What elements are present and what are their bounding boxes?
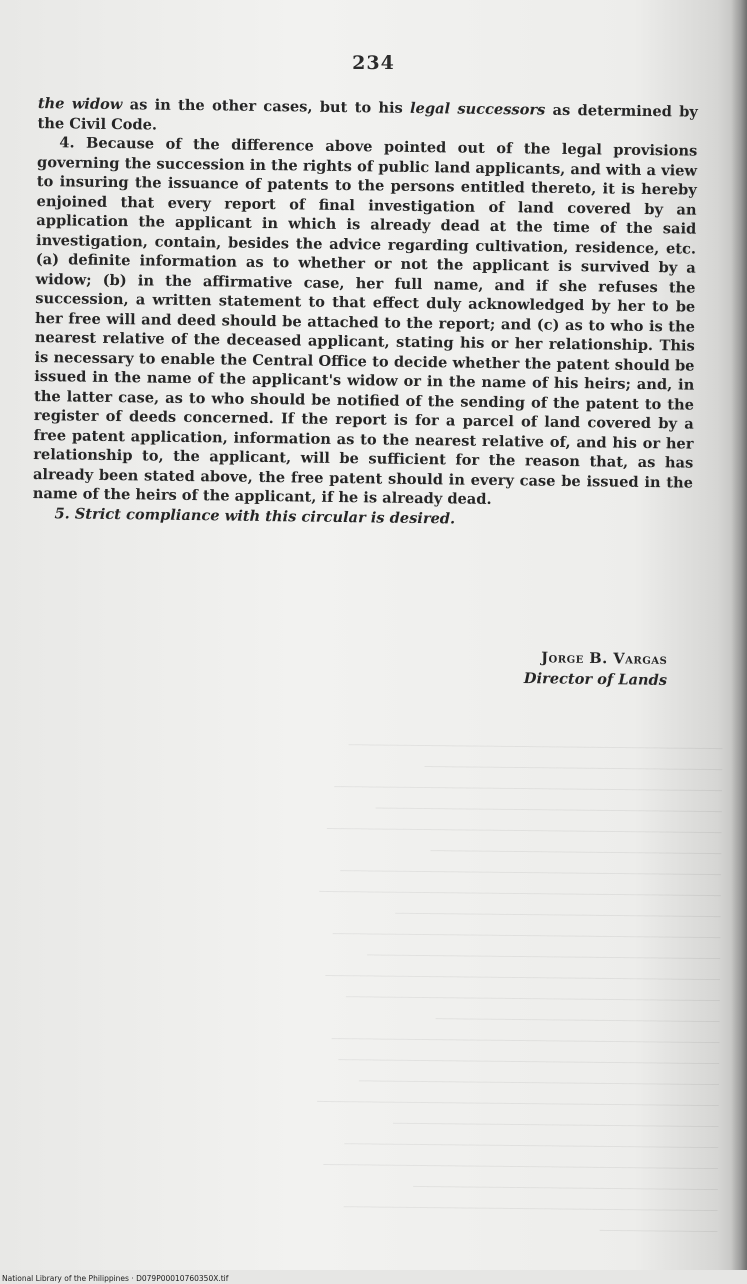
intro-middle: as in the other cases, but to his (122, 96, 411, 117)
bleed-through-texture: ────────────────────────────────────────────────────── ─────────────────────────────────────────── ──────────────────────────────────────────────────────── ────────────────────────────────────────────────── ───────────────────────────────────────────────────────── ────────────────────────────────────────── ─────────────────────────────────────────────────────── ────────────────────────────────────────────────────────── ─────────────────────────────────────────────── ──────────────────────────────────────────────────────── ─────────────────────────────────────────────────── ───────────────────────────────────────────────────────── ────────────────────────────────────────────────────── ───────────────────────────────────────── ──────────────────────────────────────────────────────── ─────────────────────────────────────────────────────── ──────────────────────────────────────────────────── ────────────────────────────────────────────────────────── ─────────────────────────────────────────────── ────────────────────────────────────────────────────── ───────────────────────────────────────────────────────── ──────────────────────────────────────────── ────────────────────────────────────────────────────── ───────────────── (317, 737, 723, 1239)
page-number: 234 (352, 52, 395, 74)
body-text (32, 94, 698, 532)
intro-italic-start: the widow (37, 94, 123, 114)
paragraph-5: 5. Strict compliance with this circular is desired. (54, 504, 456, 527)
signature-title: Director of Lands (523, 670, 667, 689)
paragraph-4: 4. Because of the difference above pointed out of the legal provisions governing the succession in the rights of public land applicants, and with a view to insuring the issuance of patents to the persons entitled thereto, it is hereby enjoined that every report of final investigation of land covered by an application the applicant in which is already dead at the time of the said investigation, contain, besides the advice regarding cultivation, residence, etc. (a) definite information as to whether or not the applicant is survived by a widow; (b) in the affirmative case, her full name, and if she refuses the succession, a written statement to that effect duly acknowledged by her to be her free will and deed should be attached to the report; and (c) as to who is the nearest relative of the deceased applicant, stating his or her relationship. This is necessary to enable the Central Office to decide whether the patent should be issued in the name of the applicant's widow or in the name of his heirs; and, in the latter case, as to who should be notified of the sending of the patent to the register of deeds concerned. If the report is for a parcel of land covered by a free patent application, information as to the nearest relative of, and his or her relationship to, the applicant, will be sufficient for the reason that, as has already been stated above, the free patent should in every case be issued in the name of the heirs of the applicant, if he is already dead. (32, 134, 698, 508)
intro-italic-mid: legal successors (409, 99, 546, 119)
intro-end: as determined by the Civil Code. (37, 101, 698, 134)
signature-block (524, 647, 668, 691)
scan-footer-label: National Library of the Philippines · D079P00010760350X.tif (2, 1274, 229, 1283)
signature-name: Jorge B. Vargas (540, 649, 668, 668)
page-edge-shadow (731, 0, 747, 1284)
